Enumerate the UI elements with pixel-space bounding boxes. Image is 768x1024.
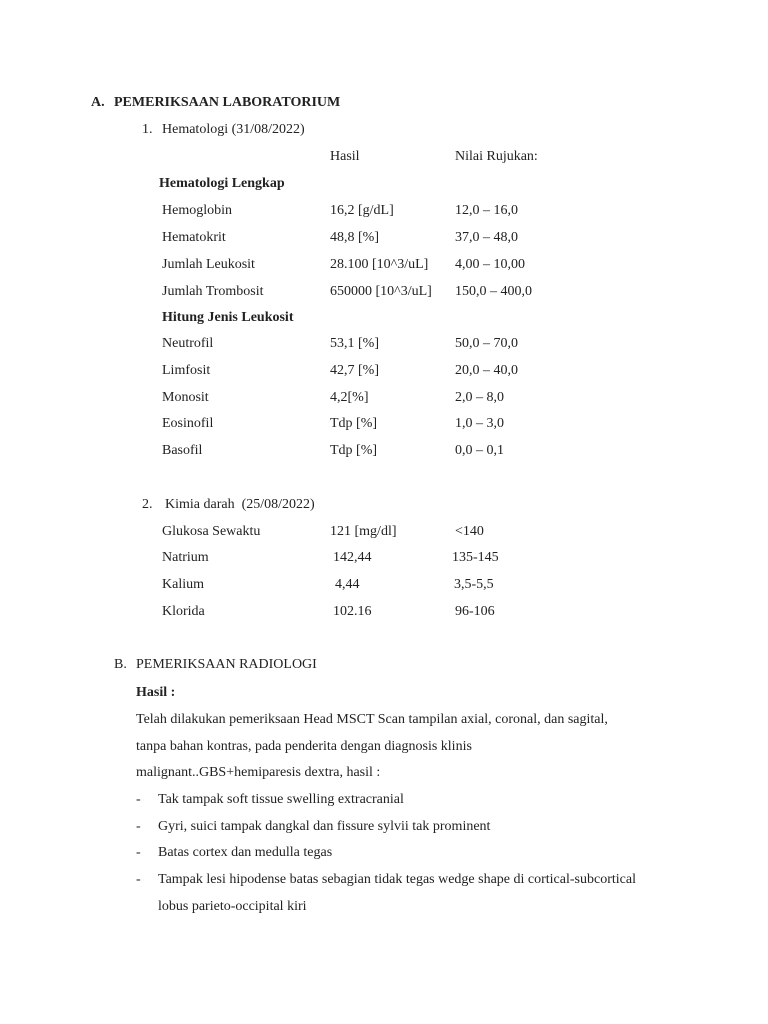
row-ref: 20,0 – 40,0 bbox=[455, 363, 518, 378]
section-a-title: PEMERIKSAAN LABORATORIUM bbox=[114, 95, 341, 110]
row-name: Hemoglobin bbox=[162, 203, 232, 218]
intro-line: Telah dilakukan pemeriksaan Head MSCT Scan tampilan axial, coronal, dan sagital, bbox=[136, 712, 608, 727]
row-ref: 135-145 bbox=[452, 550, 499, 565]
row-ref: 50,0 – 70,0 bbox=[455, 336, 518, 351]
row-ref: 150,0 – 400,0 bbox=[455, 284, 532, 299]
kimia-number: 2. bbox=[142, 497, 153, 512]
row-result: 28.100 [10^3/uL] bbox=[330, 257, 429, 272]
bullet-dash: - bbox=[136, 792, 141, 807]
column-header-hasil: Hasil bbox=[330, 149, 360, 164]
row-result: 650000 [10^3/uL] bbox=[330, 284, 432, 299]
row-name: Hematokrit bbox=[162, 230, 226, 245]
row-name: Eosinofil bbox=[162, 416, 214, 431]
kimia-title: Kimia darah (25/08/2022) bbox=[165, 497, 315, 512]
row-result: 48,8 [%] bbox=[330, 230, 379, 245]
list-item: Batas cortex dan medulla tegas bbox=[158, 845, 333, 860]
row-ref: 12,0 – 16,0 bbox=[455, 203, 518, 218]
row-ref: 1,0 – 3,0 bbox=[455, 416, 504, 431]
section-a-letter: A. bbox=[91, 95, 105, 110]
group-hematologi-lengkap: Hematologi Lengkap bbox=[159, 176, 285, 191]
row-name: Jumlah Leukosit bbox=[162, 257, 255, 272]
intro-line: malignant..GBS+hemiparesis dextra, hasil : bbox=[136, 765, 381, 780]
section-b-title: PEMERIKSAAN RADIOLOGI bbox=[136, 657, 317, 672]
row-name: Klorida bbox=[162, 604, 205, 619]
list-item-continuation: lobus parieto-occipital kiri bbox=[158, 899, 307, 914]
row-name: Limfosit bbox=[162, 363, 211, 378]
row-result: 16,2 [g/dL] bbox=[330, 203, 394, 218]
hasil-label: Hasil : bbox=[136, 685, 176, 700]
row-name: Monosit bbox=[162, 390, 209, 405]
hematologi-title: Hematologi (31/08/2022) bbox=[162, 122, 305, 137]
row-result: Tdp [%] bbox=[330, 416, 378, 431]
list-item: Tak tampak soft tissue swelling extracranial bbox=[158, 792, 404, 807]
row-result: Tdp [%] bbox=[330, 443, 378, 458]
row-name: Jumlah Trombosit bbox=[162, 284, 264, 299]
row-result: 4,44 bbox=[335, 577, 360, 592]
row-ref: 2,0 – 8,0 bbox=[455, 390, 504, 405]
row-ref: <140 bbox=[455, 524, 484, 539]
row-result: 142,44 bbox=[333, 550, 372, 565]
row-result: 42,7 [%] bbox=[330, 363, 379, 378]
row-name: Basofil bbox=[162, 443, 203, 458]
group-hitung-jenis-leukosit: Hitung Jenis Leukosit bbox=[162, 310, 294, 325]
row-ref: 96-106 bbox=[455, 604, 495, 619]
intro-line: tanpa bahan kontras, pada penderita dengan diagnosis klinis bbox=[136, 739, 472, 754]
row-ref: 0,0 – 0,1 bbox=[455, 443, 504, 458]
row-name: Glukosa Sewaktu bbox=[162, 524, 261, 539]
row-result: 102.16 bbox=[333, 604, 372, 619]
row-result: 53,1 [%] bbox=[330, 336, 379, 351]
bullet-dash: - bbox=[136, 845, 141, 860]
row-ref: 4,00 – 10,00 bbox=[455, 257, 525, 272]
section-b-letter: B. bbox=[114, 657, 127, 672]
row-ref: 3,5-5,5 bbox=[454, 577, 494, 592]
row-ref: 37,0 – 48,0 bbox=[455, 230, 518, 245]
row-result: 121 [mg/dl] bbox=[330, 524, 397, 539]
hematologi-number: 1. bbox=[142, 122, 153, 137]
row-result: 4,2[%] bbox=[330, 390, 369, 405]
column-header-rujukan: Nilai Rujukan: bbox=[455, 149, 538, 164]
row-name: Kalium bbox=[162, 577, 204, 592]
list-item: Gyri, suici tampak dangkal dan fissure sylvii tak prominent bbox=[158, 819, 491, 834]
bullet-dash: - bbox=[136, 819, 141, 834]
row-name: Natrium bbox=[162, 550, 209, 565]
bullet-dash: - bbox=[136, 872, 141, 887]
list-item: Tampak lesi hipodense batas sebagian tidak tegas wedge shape di cortical-subcortical bbox=[158, 872, 636, 887]
row-name: Neutrofil bbox=[162, 336, 214, 351]
